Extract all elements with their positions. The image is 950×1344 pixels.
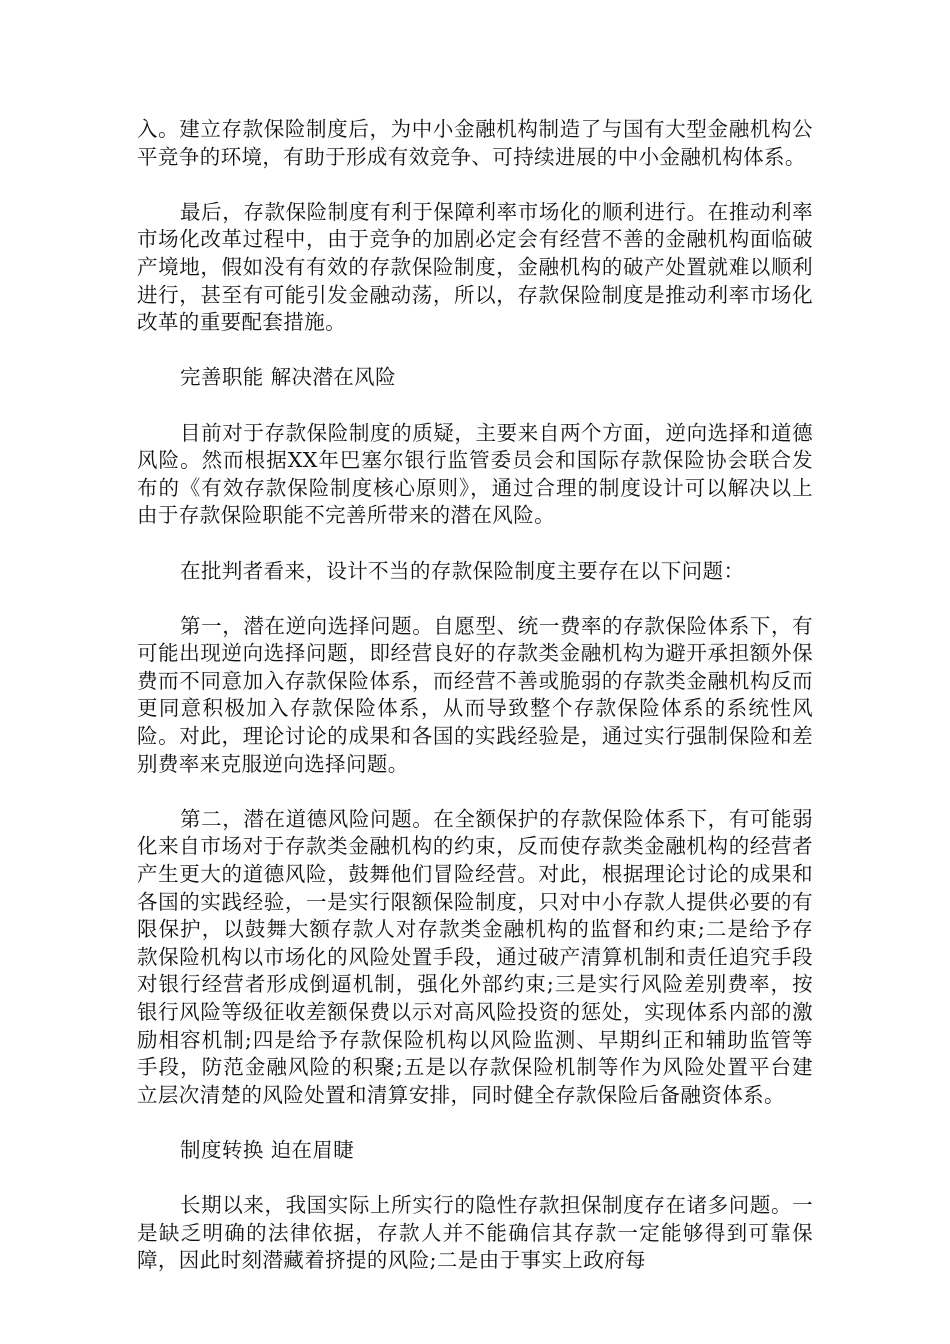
section-heading: 制度转换 迫在眉睫 <box>180 1137 355 1162</box>
paragraph: 第二，潜在道德风险问题。在全额保护的存款保险体系下，有可能弱化来自市场对于存款类金融机构的约束，反而使存款类金融机构的经营者产生更大的道德风险，鼓舞他们冒险经营。对此，根据理论讨论的成果和各国的实践经验，一是实行限额保险制度，只对中小存款人提供必要的有限保护，以鼓舞大额存款人对存款类金融机构的监督和约束;二是给予存款保险机构以市场化的风险处置手段，通过破产清算机制和责任追究手段对银行经营者形成倒逼机制，强化外部约束;三是实行风险差别费率，按银行风险等级征收差额保费以示对高风险投资的惩处，实现体系内部的激励相容机制;四是给予存款保险机构以风险监测、早期纠正和辅助监管等手段，防范金融风险的积聚;五是以存款保险机制等作为风险处置平台建立层次清楚的风险处置和清算安排，同时健全存款保险后备融资体系。 <box>137 806 813 1107</box>
paragraph: 第一，潜在逆向选择问题。自愿型、统一费率的存款保险体系下，有可能出现逆向选择问题，即经营良好的存款类金融机构为避开承担额外保费而不同意加入存款保险体系，而经营不善或脆弱的存款类金融机构反而更同意积极加入存款保险体系，从而导致整个存款保险体系的系统性风险。对此，理论讨论的成果和各国的实践经验是，通过实行强制保险和差别费率来克服逆向选择问题。 <box>137 613 813 776</box>
paragraph: 入。建立存款保险制度后，为中小金融机构制造了与国有大型金融机构公平竞争的环境，有助于形成有效竞争、可持续进展的中小金融机构体系。 <box>137 117 813 169</box>
paragraph: 长期以来，我国实际上所实行的隐性存款担保制度存在诸多问题。一是缺乏明确的法律依据，存款人并不能确信其存款一定能够得到可靠保障，因此时刻潜藏着挤提的风险;二是由于事实上政府每 <box>137 1193 813 1273</box>
paragraph: 目前对于存款保险制度的质疑，主要来自两个方面，逆向选择和道德风险。然而根据XX年巴塞尔银行监管委员会和国际存款保险协会联合发布的《有效存款保险制度核心原则》，通过合理的制度设计可以解决以上由于存款保险职能不完善所带来的潜在风险。 <box>137 420 813 528</box>
document-body <box>137 116 813 1303</box>
paragraph: 在批判者看来，设计不当的存款保险制度主要存在以下问题： <box>180 558 745 583</box>
paragraph: 最后，存款保险制度有利于保障利率市场化的顺利进行。在推动利率市场化改革过程中，由于竞争的加剧必定会有经营不善的金融机构面临破产境地，假如没有有效的存款保险制度，金融机构的破产处置就难以顺利进行，甚至有可能引发金融动荡，所以，存款保险制度是推动利率市场化改革的重要配套措施。 <box>137 199 813 335</box>
section-heading: 完善职能 解决潜在风险 <box>180 365 396 390</box>
